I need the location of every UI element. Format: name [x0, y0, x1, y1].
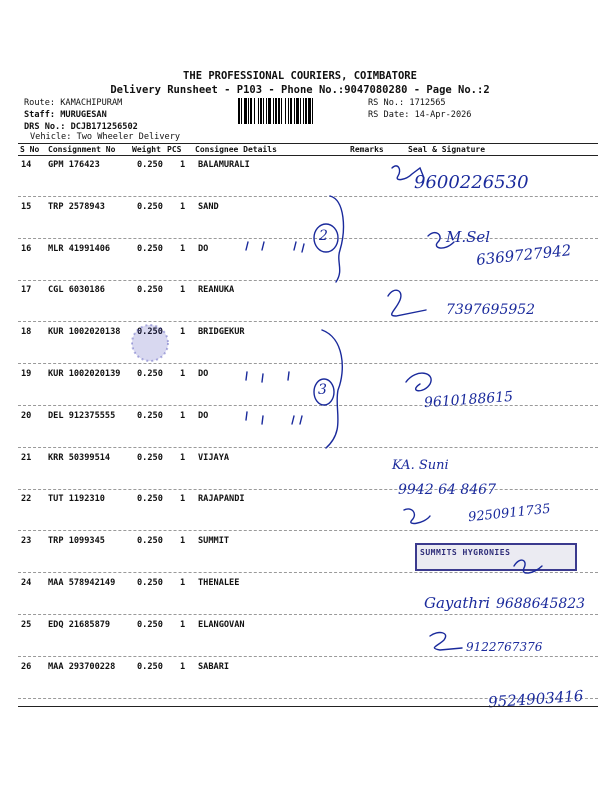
row-consignment-no: MAA 293700228 — [48, 661, 116, 672]
signature-name-row24: Gayathri — [424, 594, 490, 612]
row-consignment-no: EDQ 21685879 — [48, 619, 111, 630]
row-consignment-no: GPM 176423 — [48, 160, 100, 170]
row-consignee: SUMMIT — [198, 536, 230, 547]
row-sno: 26 — [21, 661, 32, 672]
row-pcs: 1 — [180, 327, 186, 338]
drs-number: DRS No.: DCJB171256502 — [24, 122, 138, 132]
row-sno: 17 — [21, 285, 32, 296]
row-sno: 24 — [21, 578, 32, 588]
row-consignment-no: KRR 50399514 — [48, 452, 111, 463]
row-consignee: REANUKA — [198, 285, 235, 296]
row-consignee: BRIDGEKUR — [198, 327, 245, 338]
row-weight: 0.250 — [137, 410, 163, 421]
row-sno: 19 — [21, 369, 32, 379]
row-consignment-no: DEL 912375555 — [48, 410, 116, 421]
signature-phone-row14: 9600226530 — [414, 172, 529, 193]
col-header-weight: Weight — [132, 145, 161, 154]
row-consignee: SABARI — [198, 661, 230, 672]
row-pcs: 1 — [180, 243, 186, 254]
route-label: Route: KAMACHIPURAM — [24, 98, 123, 108]
row-weight: 0.250 — [137, 160, 163, 170]
signature-phone-row26: 9524903416 — [487, 686, 584, 712]
row-consignment-no: KUR 1002020139 — [48, 369, 121, 379]
row-sno: 15 — [21, 201, 32, 212]
signature-phone-row17: 7397695952 — [446, 302, 536, 318]
signature-phone-row25: 9122767376 — [466, 640, 543, 654]
row-pcs: 1 — [180, 285, 186, 296]
row-sno: 18 — [21, 327, 32, 338]
row-weight: 0.250 — [137, 578, 163, 588]
row-weight: 0.250 — [137, 452, 163, 463]
row-sno: 21 — [21, 452, 32, 463]
stamp-text: SUMMITS HYGRONIES — [420, 548, 511, 557]
row-consignee: BALAMURALI — [198, 160, 250, 170]
row-weight: 0.250 — [137, 619, 163, 630]
row-pcs: 1 — [180, 410, 186, 421]
row-pcs: 1 — [180, 452, 186, 463]
row-sno: 23 — [21, 536, 32, 547]
row-sno: 25 — [21, 619, 32, 630]
col-header-sno: S No — [20, 145, 40, 154]
row-weight: 0.250 — [137, 661, 163, 672]
row-pcs: 1 — [180, 619, 186, 630]
row-sno: 14 — [21, 160, 32, 170]
signature-name-row21: KA. Suni — [392, 458, 449, 473]
table-bottom-rule — [18, 706, 598, 707]
row-pcs: 1 — [180, 369, 186, 379]
row-consignee: RAJAPANDI — [198, 494, 245, 505]
row-weight: 0.250 — [137, 201, 163, 212]
row-pcs: 1 — [180, 578, 186, 588]
company-title: THE PROFESSIONAL COURIERS, COIMBATORE — [183, 70, 417, 82]
row-pcs: 1 — [180, 536, 186, 547]
row-sno: 16 — [21, 243, 32, 254]
row-sno: 22 — [21, 494, 32, 505]
col-header-consignment: Consignment No — [48, 145, 116, 154]
col-header-remarks: Remarks — [350, 145, 384, 154]
signature-phone-row24: 9688645823 — [496, 596, 586, 612]
row-consignment-no: TRP 2578943 — [48, 201, 105, 212]
row-pcs: 1 — [180, 201, 186, 212]
rs-date: RS Date: 14-Apr-2026 — [368, 110, 472, 120]
row-weight: 0.250 — [137, 243, 163, 254]
row-consignee: SAND — [198, 201, 219, 212]
staff-label: Staff: MURUGESAN — [24, 110, 107, 120]
row-consignment-no: MLR 41991406 — [48, 243, 111, 254]
col-header-consignee: Consignee Details — [195, 145, 277, 154]
signature-phone-row16: 6369727942 — [475, 241, 573, 269]
signature-name-row16: M.Sel — [446, 228, 491, 246]
row-consignment-no: TUT 1192310 — [48, 494, 105, 505]
row-consignee: ELANGOVAN — [198, 619, 245, 630]
signature-phone-row19: 9610188615 — [423, 388, 514, 412]
row-consignee: DO — [198, 369, 209, 379]
row-consignment-no: MAA 578942149 — [48, 578, 116, 588]
signature-phone-row22: 9250911735 — [467, 501, 552, 526]
row-sno: 20 — [21, 410, 32, 421]
row-consignee: VIJAYA — [198, 452, 230, 463]
runsheet-subtitle: Delivery Runsheet - P103 - Phone No.:9047080280 - Page No.:2 — [110, 84, 490, 96]
group-mark-1: 2 — [319, 228, 328, 244]
rs-number: RS No.: 1712565 — [368, 98, 446, 108]
row-consignee: DO — [198, 243, 209, 254]
col-header-pcs: PCS — [167, 145, 182, 154]
row-pcs: 1 — [180, 661, 186, 672]
signature-phone-row21: 9942 64 8467 — [398, 482, 496, 498]
row-consignment-no: KUR 1002020138 — [48, 327, 121, 338]
row-weight: 0.250 — [137, 494, 163, 505]
row-consignment-no: CGL 6030186 — [48, 285, 105, 296]
row-weight: 0.250 — [137, 536, 163, 547]
row-pcs: 1 — [180, 160, 186, 170]
vehicle-label: Vehicle: Two Wheeler Delivery — [30, 132, 181, 142]
row-consignee: DO — [198, 410, 209, 421]
col-header-seal-signature: Seal & Signature — [408, 145, 486, 154]
row-weight: 0.250 — [137, 369, 163, 379]
row-consignee: THENALEE — [198, 578, 240, 588]
row-weight: 0.250 — [137, 285, 163, 296]
group-mark-2: 3 — [318, 382, 327, 398]
row-pcs: 1 — [180, 494, 186, 505]
row-consignment-no: TRP 1099345 — [48, 536, 105, 547]
